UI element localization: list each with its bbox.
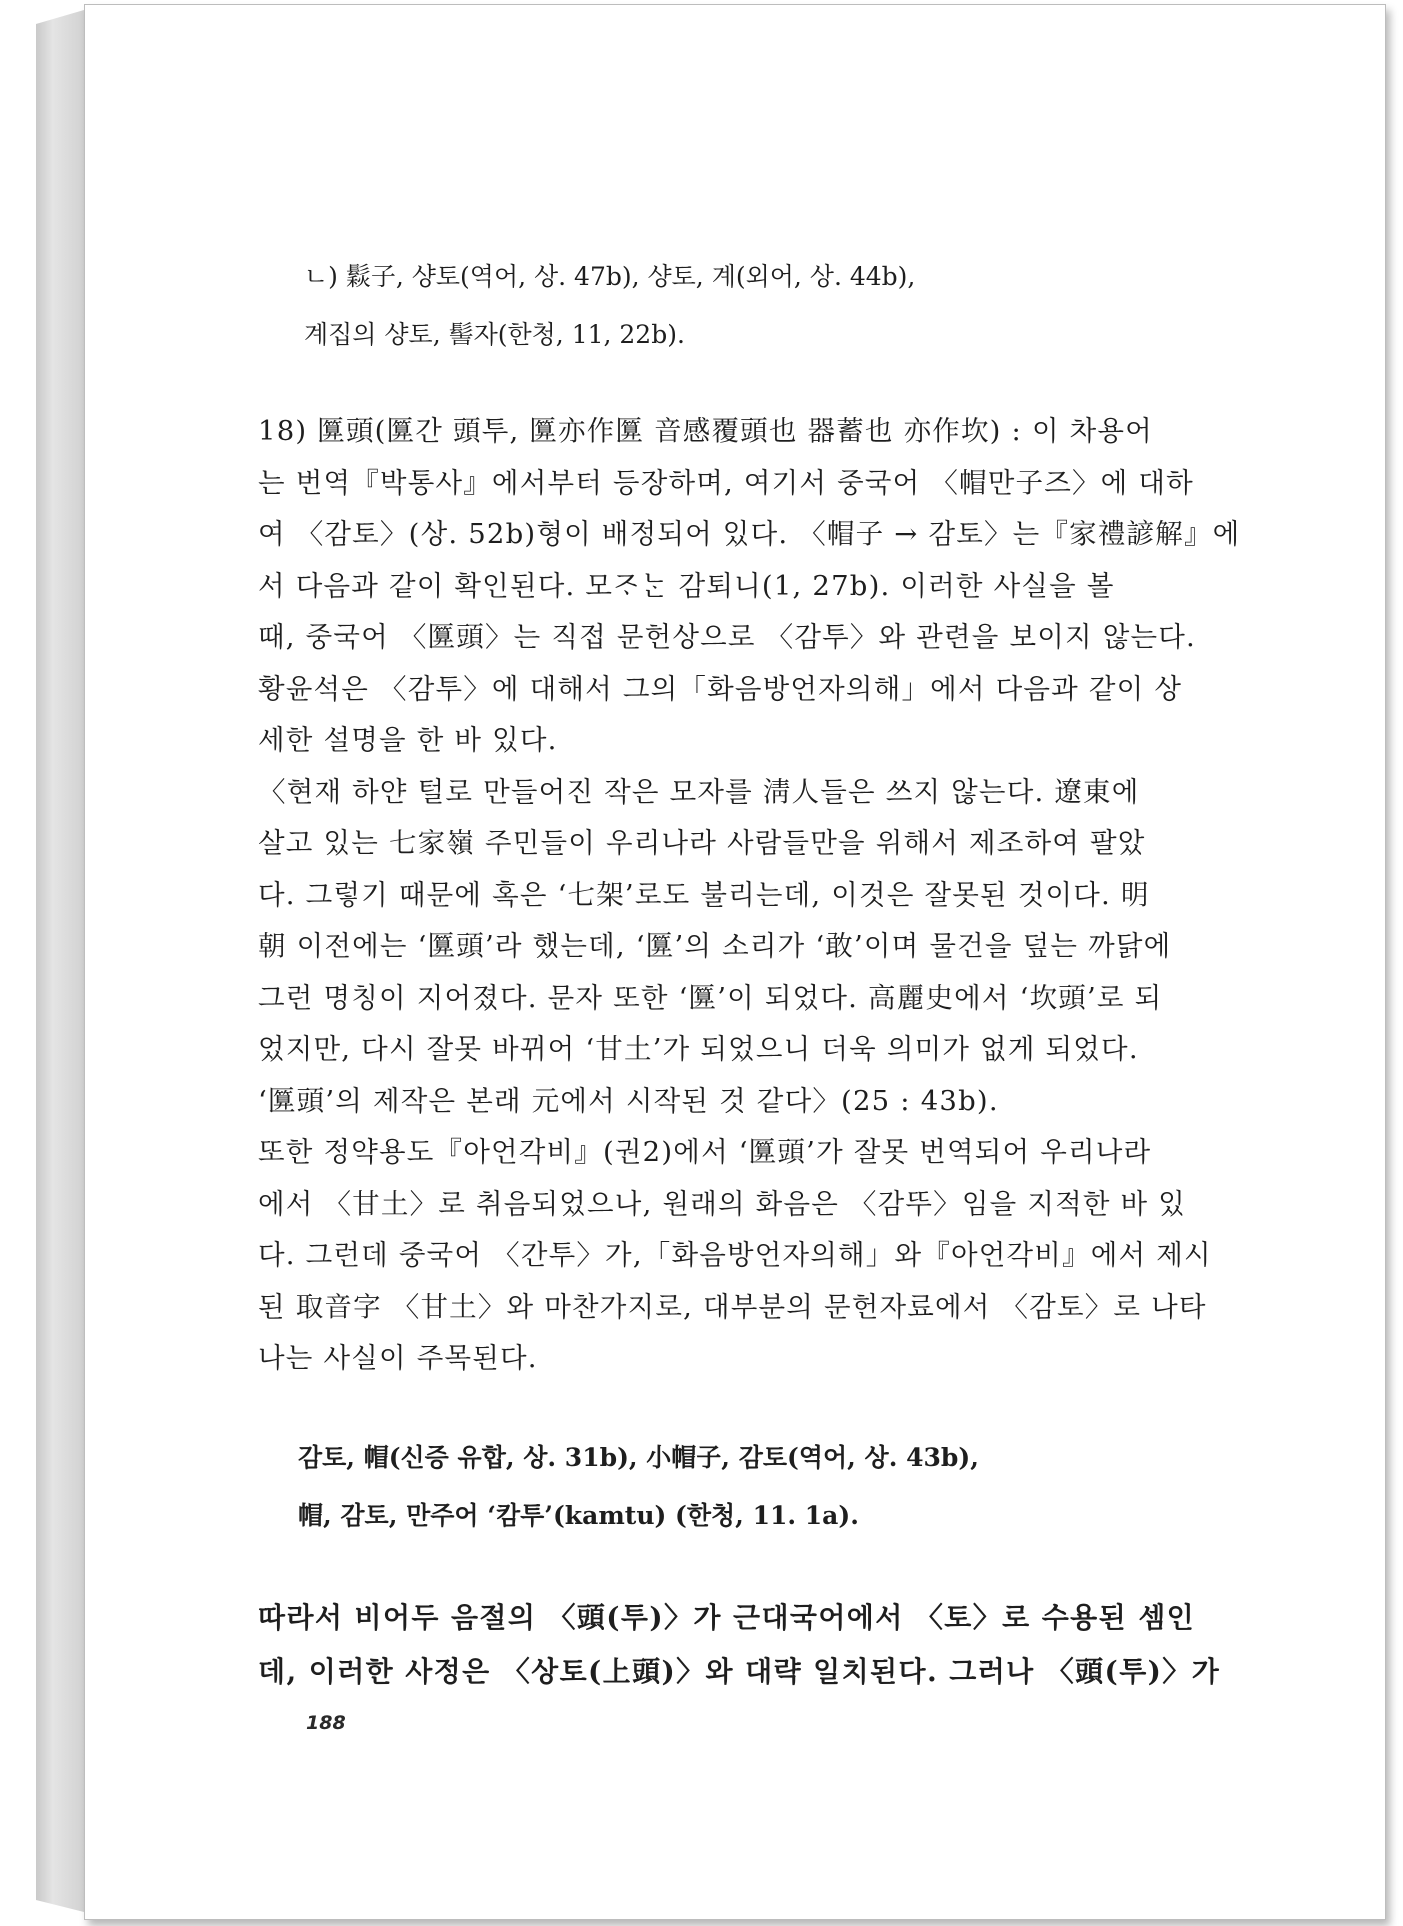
body-line: 따라서 비어두 음절의 〈頭(투)〉가 근대국어에서 〈토〉로 수용된 셈인 xyxy=(258,1600,1196,1634)
body-line: 또한 정약용도『아언각비』(권2)에서 ‘匴頭’가 잘못 번역되어 우리나라 xyxy=(258,1136,1152,1168)
body-line: 〈현재 하얀 털로 만들어진 작은 모자를 淸人들은 쓰지 않는다. 遼東에 xyxy=(258,775,1140,808)
body-line: 에서 〈甘土〉로 취음되었으나, 원래의 화음은 〈감뚜〉임을 지적한 바 있 xyxy=(258,1187,1187,1220)
body-line: 朝 이전에는 ‘匴頭’라 했는데, ‘匴’의 소리가 ‘敢’이며 물건을 덮는 까닭에 xyxy=(258,930,1172,962)
body-line: 다. 그런데 중국어 〈간투〉가,「화음방언자의해」와『아언각비』에서 제시 xyxy=(258,1239,1212,1271)
example-block-b xyxy=(258,1429,1248,1545)
body-line: 황윤석은 〈감투〉에 대해서 그의「화음방언자의해」에서 다음과 같이 상 xyxy=(258,672,1183,705)
body-line: 서 다음과 같이 확인된다. 모ᄌᆞᄂᆞᆫ 감퇴니(1, 27b). 이러한 사실을 볼 xyxy=(258,569,1115,602)
body-line: 는 번역『박통사』에서부터 등장하며, 여기서 중국어 〈帽만子즈〉에 대하 xyxy=(258,466,1194,499)
body-line: 된 取音字 〈甘土〉와 마찬가지로, 대부분의 문헌자료에서 〈감토〉로 나타 xyxy=(258,1290,1207,1323)
example-line: ㄴ) 鬏子, 샹토(역어, 상. 47b), 샹토, 계(외어, 상. 44b), xyxy=(304,262,916,291)
closing-paragraph xyxy=(258,1591,1248,1699)
body-line: ‘匴頭’의 제작은 본래 元에서 시작된 것 같다〉(25 : 43b). xyxy=(258,1084,999,1117)
body-line: 나는 사실이 주목된다. xyxy=(258,1342,538,1374)
body-text xyxy=(258,406,1248,1385)
page-number: 188 xyxy=(306,1712,346,1734)
body-line: 18) 匴頭(匴간 頭투, 匴亦作匴 音感覆頭也 器蓄也 亦作坎) : 이 차용어 xyxy=(258,415,1153,447)
book-spine xyxy=(36,10,84,1912)
body-line: 여 〈감토〉(상. 52b)형이 배정되어 있다. 〈帽子 → 감토〉는『家禮諺解』에 xyxy=(258,518,1241,550)
body-line: 데, 이러한 사정은 〈상토(上頭)〉와 대략 일치된다. 그러나 〈頭(투)〉가 xyxy=(258,1654,1221,1688)
body-line: 었지만, 다시 잘못 바뀌어 ‘甘土’가 되었으니 더욱 의미가 없게 되었다. xyxy=(258,1033,1139,1065)
example-line: 帽, 감토, 만주어 ‘캄투’(kamtu) (한청, 11. 1a). xyxy=(298,1500,859,1530)
body-line: 다. 그렇기 때문에 혹은 ‘七架’로도 불리는데, 이것은 잘못된 것이다. 明 xyxy=(258,878,1150,911)
example-line: 감토, 帽(신증 유합, 상. 31b), 小帽子, 감토(역어, 상. 43b), xyxy=(298,1442,979,1472)
page-content xyxy=(258,248,1248,1699)
example-block-a xyxy=(258,248,1248,364)
body-line: 살고 있는 七家嶺 주민들이 우리나라 사람들만을 위해서 제조하여 팔았 xyxy=(258,827,1146,859)
body-line: 세한 설명을 한 바 있다. xyxy=(258,724,558,756)
example-line: 계집의 샹토, 髻자(한청, 11, 22b). xyxy=(304,320,685,349)
body-line: 때, 중국어 〈匴頭〉는 직접 문헌상으로 〈감투〉와 관련을 보이지 않는다. xyxy=(258,621,1196,653)
body-line: 그런 명칭이 지어졌다. 문자 또한 ‘匴’이 되었다. 高麗史에서 ‘坎頭’로 되 xyxy=(258,981,1163,1014)
